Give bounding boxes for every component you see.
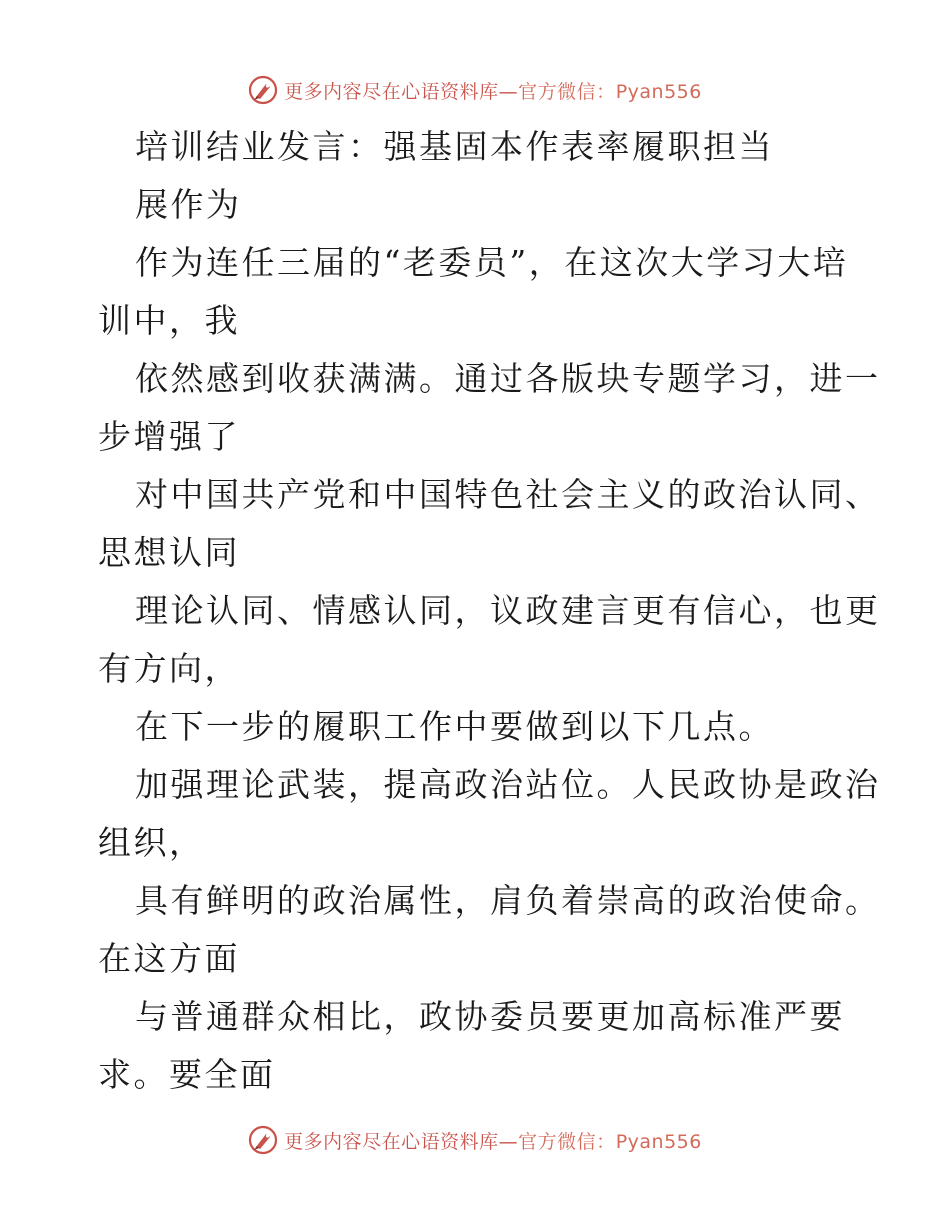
wechat-handle: Pyan556 xyxy=(615,1130,702,1153)
text-line: 培训结业发言：强基固本作表率履职担当 xyxy=(135,127,774,166)
text-line: 理论认同、情感认同，议政建言更有信心，也更 xyxy=(135,591,881,630)
text-line: 训中，我 xyxy=(98,301,240,340)
text-line: 在这方面 xyxy=(98,939,240,978)
brand-separator: — xyxy=(498,80,519,103)
brand-name: 更多内容尽在心语资料库 xyxy=(284,80,499,103)
text-line: 加强理论武装，提高政治站位。人民政协是政治 xyxy=(135,765,881,804)
brand-name: 更多内容尽在心语资料库 xyxy=(284,1130,499,1153)
text-line: 在下一步的履职工作中要做到以下几点。 xyxy=(135,707,774,746)
wechat-label: 官方微信： xyxy=(518,80,616,103)
text-line: 与普通群众相比，政协委员要更加高标准严要 xyxy=(135,997,845,1036)
text-line: 步增强了 xyxy=(98,417,240,456)
text-line: 组织， xyxy=(98,823,205,862)
text-line: 具有鲜明的政治属性，肩负着崇高的政治使命。 xyxy=(135,881,881,920)
watermark-text xyxy=(284,77,702,104)
wechat-label: 官方微信： xyxy=(518,1130,616,1153)
text-line: 展作为 xyxy=(135,185,242,224)
header-watermark-banner xyxy=(0,70,950,110)
text-line: 求。要全面 xyxy=(98,1055,276,1094)
text-line: 作为连任三届的“老委员”，在这次大学习大培 xyxy=(135,243,849,282)
text-line: 有方向， xyxy=(98,649,240,688)
brand-separator: — xyxy=(498,1130,519,1153)
pen-nib-logo-icon xyxy=(248,1125,278,1155)
pen-nib-logo-icon xyxy=(248,75,278,105)
text-line: 思想认同 xyxy=(98,533,240,572)
wechat-handle: Pyan556 xyxy=(615,80,702,103)
footer-watermark-banner xyxy=(0,1120,950,1160)
text-line: 对中国共产党和中国特色社会主义的政治认同、 xyxy=(135,475,881,514)
text-line: 依然感到收获满满。通过各版块专题学习，进一 xyxy=(135,359,881,398)
watermark-text xyxy=(284,1127,702,1154)
document-body xyxy=(98,118,881,1104)
